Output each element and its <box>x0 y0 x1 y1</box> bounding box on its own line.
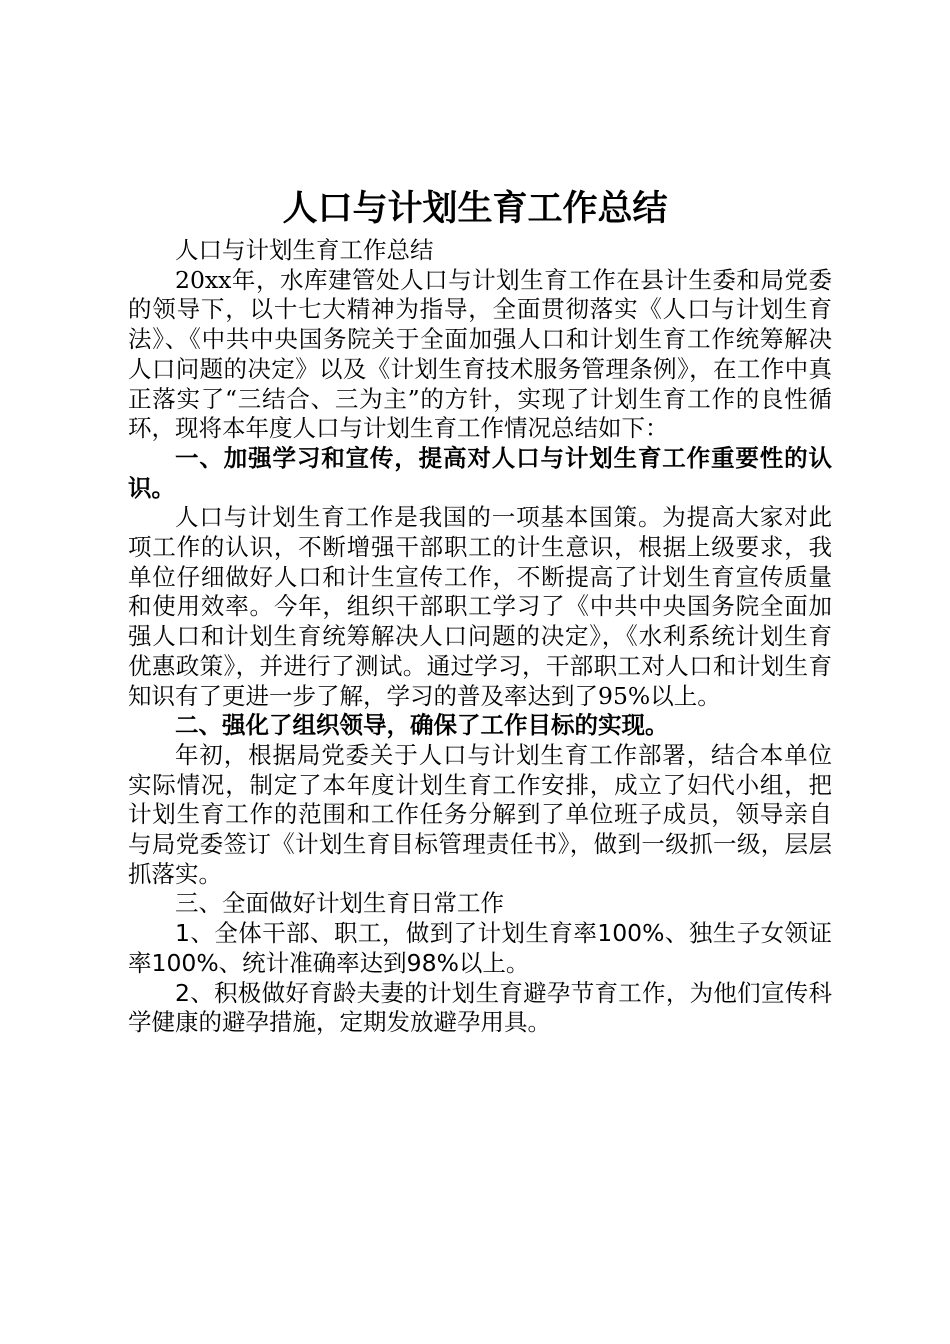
paragraph-intro: 20xx年，水库建管处人口与计划生育工作在县计生委和局党委的领导下，以十七大精神为指导，全面贯彻落实《人口与计划生育法》、《中共中央国务院关于全面加强人口和计划生育工作统筹解决人口问题的决定》以及《计划生育技术服务管理条例》，在工作中真正落实了“三结合、三为主”的方针，实现了计划生育工作的良性循环，现将本年度人口与计划生育工作情况总结如下： <box>128 265 832 443</box>
paragraph-section-2: 年初，根据局党委关于人口与计划生育工作部署，结合本单位实际情况，制定了本年度计划生育工作安排，成立了妇代小组，把计划生育工作的范围和工作任务分解到了单位班子成员，领导亲自与局党委签订《计划生育目标管理责任书》，做到一级抓一级，层层抓落实。 <box>128 740 832 888</box>
document-body <box>128 236 832 1038</box>
paragraph-subtitle: 人口与计划生育工作总结 <box>175 236 434 264</box>
document-title: 人口与计划生育工作总结 <box>282 188 668 229</box>
section-heading-1: 一、加强学习和宣传，提高对人口与计划生育工作重要性的认识。 <box>128 443 832 502</box>
section-heading-3: 三、全面做好计划生育日常工作 <box>175 889 504 918</box>
paragraph-section-1: 人口与计划生育工作是我国的一项基本国策。为提高大家对此项工作的认识，不断增强干部职工的计生意识，根据上级要求，我单位仔细做好人口和计生宣传工作，不断提高了计划生育宣传质量和使用效率。今年，组织干部职工学习了《中共中央国务院全面加强人口和计划生育统筹解决人口问题的决定》，《水利系统计划生育优惠政策》，并进行了测试。通过学习，干部职工对人口和计划生育知识有了更进一步了解，学习的普及率达到了95%以上。 <box>128 503 832 710</box>
list-item-1: 1、全体干部、职工，做到了计划生育率100%、独生子女领证率100%、统计准确率达到98%以上。 <box>128 919 832 977</box>
list-item-2: 2、积极做好育龄夫妻的计划生育避孕节育工作，为他们宣传科学健康的避孕措施，定期发放避孕用具。 <box>128 978 832 1037</box>
section-heading-2: 二、强化了组织领导，确保了工作目标的实现。 <box>175 711 669 740</box>
